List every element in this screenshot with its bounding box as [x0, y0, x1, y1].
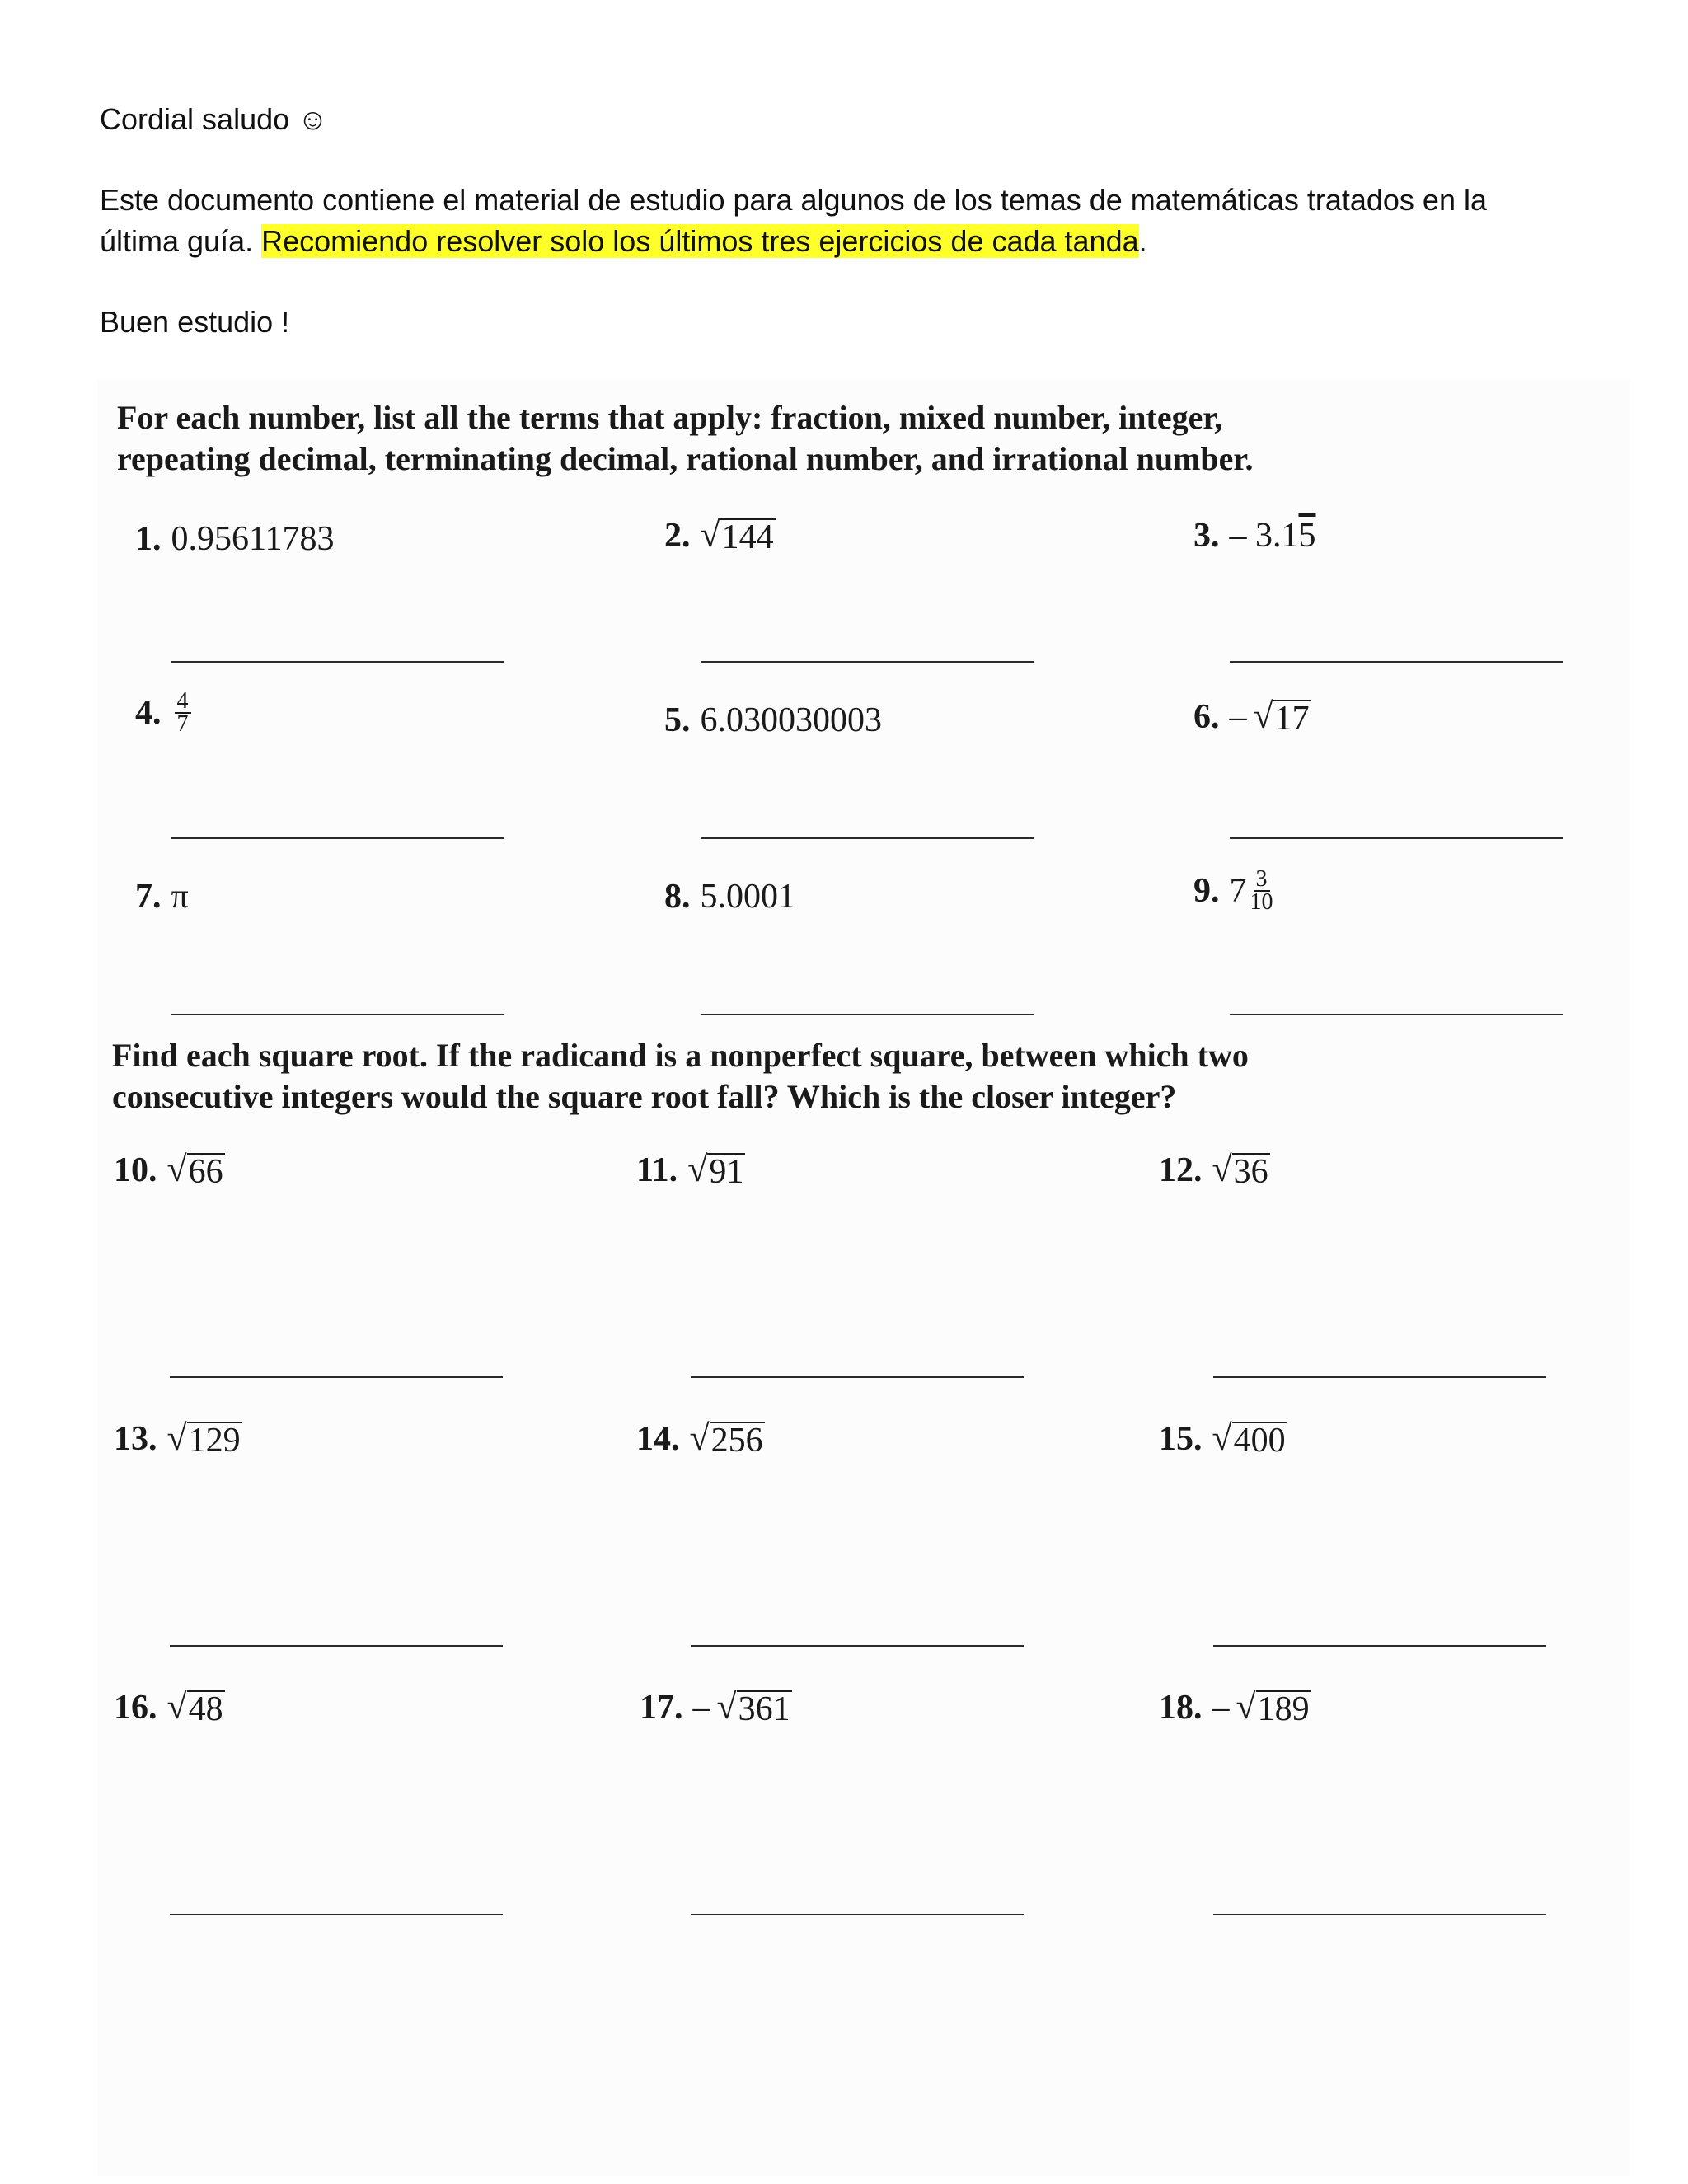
- answer-line-8[interactable]: [701, 1014, 1034, 1015]
- sqrt-icon: √ 361: [716, 1686, 790, 1728]
- problem-7: 7. π: [135, 878, 189, 916]
- intro-line-2: última guía. Recomiendo resolver solo los últimos tres ejercicios de cada tanda.: [100, 224, 1147, 258]
- answer-line-10[interactable]: [170, 1376, 503, 1378]
- answer-line-5[interactable]: [701, 837, 1034, 839]
- answer-line-14[interactable]: [691, 1645, 1024, 1647]
- problem-18: 18. – √ 189: [1159, 1686, 1310, 1728]
- greeting: Cordial saludo ☺: [100, 102, 328, 136]
- problem-17: 17. – √ 361: [640, 1686, 790, 1728]
- answer-line-6[interactable]: [1230, 837, 1563, 839]
- intro-line-1: Este documento contiene el material de estudio para algunos de los temas de matemáticas tratados en la: [100, 183, 1487, 217]
- problem-13: 13. √ 129: [114, 1418, 241, 1460]
- answer-line-18[interactable]: [1213, 1914, 1546, 1915]
- problem-14: 14. √ 256: [636, 1418, 763, 1460]
- sqrt-icon: √ 144: [700, 514, 774, 556]
- intro-paragraph: [100, 180, 1487, 262]
- problem-11: 11. √ 91: [636, 1149, 744, 1191]
- answer-line-3[interactable]: [1230, 661, 1563, 663]
- answer-line-13[interactable]: [170, 1645, 503, 1647]
- answer-line-7[interactable]: [171, 1014, 504, 1015]
- section1-instructions: For each number, list all the terms that apply: fraction, mixed number, integer, repeating decimal, terminating decimal, rational number, and irrational number.: [117, 399, 1254, 477]
- answer-line-9[interactable]: [1230, 1014, 1563, 1015]
- problem-8: 8. 5.0001: [664, 878, 795, 916]
- sqrt-icon: √ 66: [166, 1149, 223, 1191]
- problem-12: 12. √ 36: [1159, 1149, 1268, 1191]
- answer-line-15[interactable]: [1213, 1645, 1546, 1647]
- sqrt-icon: √ 129: [166, 1418, 241, 1460]
- problem-3: 3. – 3.1 5: [1193, 517, 1316, 555]
- problem-9: 9. 7 $\frac{3}{10}$: [1193, 866, 1273, 915]
- sqrt-icon: √ 36: [1212, 1149, 1268, 1191]
- closing-text: Buen estudio !: [100, 305, 290, 339]
- highlighted-recommendation: Recomiendo resolver solo los últimos tres ejercicios de cada tanda: [261, 224, 1139, 258]
- problem-10: 10. √ 66: [114, 1149, 223, 1191]
- answer-line-4[interactable]: [171, 837, 504, 839]
- section2-instructions: Find each square root. If the radicand is a nonperfect square, between which two consecutive integers would the square root fall? Which is the closer integer?: [112, 1037, 1249, 1115]
- problem-2: 2. √ 144: [664, 514, 774, 556]
- sqrt-icon: √ 189: [1236, 1686, 1310, 1728]
- problem-16: 16. √ 48: [114, 1686, 223, 1728]
- problem-1: 1. 0.95611783: [135, 520, 335, 558]
- answer-line-2[interactable]: [701, 661, 1034, 663]
- sqrt-icon: √ 256: [689, 1418, 763, 1460]
- sqrt-icon: √ 400: [1212, 1418, 1286, 1460]
- problem-6: 6. – √ 17: [1193, 696, 1310, 738]
- answer-line-1[interactable]: [171, 661, 504, 663]
- sqrt-icon: √ 91: [687, 1149, 744, 1191]
- sqrt-icon: √ 48: [166, 1686, 223, 1728]
- answer-line-17[interactable]: [691, 1914, 1024, 1915]
- problem-4: 4. $\frac{4}{7}$: [135, 691, 191, 735]
- answer-line-12[interactable]: [1213, 1376, 1546, 1378]
- fraction: $\frac{3}{10}$: [1250, 866, 1273, 915]
- sqrt-icon: √ 17: [1253, 696, 1310, 738]
- worksheet-image: [97, 379, 1630, 2176]
- answer-line-11[interactable]: [691, 1376, 1024, 1378]
- answer-line-16[interactable]: [170, 1914, 503, 1915]
- problem-5: 5. 6.030030003: [664, 701, 882, 739]
- fraction: $\frac{4}{7}$: [175, 691, 191, 735]
- problem-15: 15. √ 400: [1159, 1418, 1286, 1460]
